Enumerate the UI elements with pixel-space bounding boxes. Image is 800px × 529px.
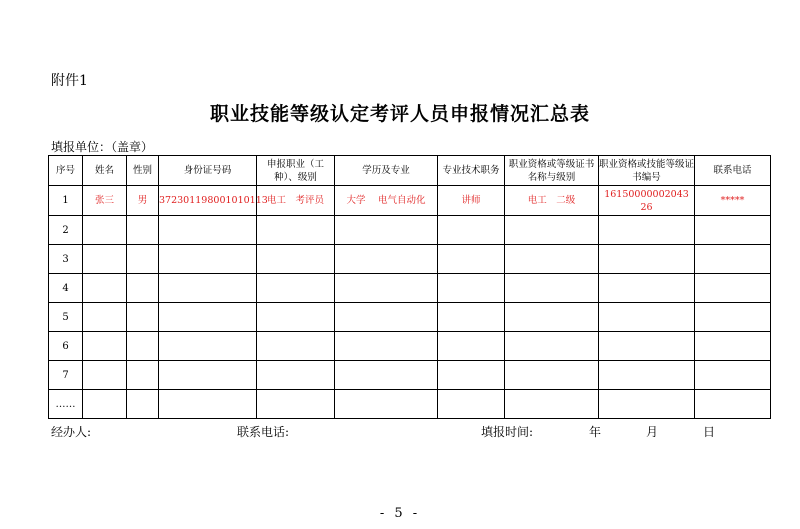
cell-id-number[interactable] bbox=[159, 303, 257, 332]
fill-time-label: 填报时间: bbox=[481, 425, 534, 439]
table-row bbox=[49, 274, 771, 303]
cell-education[interactable] bbox=[335, 245, 438, 274]
cell-name[interactable] bbox=[83, 216, 127, 245]
cell-certificate[interactable] bbox=[505, 216, 599, 245]
table-row bbox=[49, 245, 771, 274]
cell-phone[interactable] bbox=[695, 390, 771, 419]
cell-education[interactable] bbox=[335, 361, 438, 390]
cell-id-number[interactable] bbox=[159, 390, 257, 419]
cell-index: 3 bbox=[49, 245, 83, 274]
cell-certificate[interactable] bbox=[505, 332, 599, 361]
cell-gender[interactable] bbox=[127, 361, 159, 390]
cell-title: 讲师 bbox=[438, 186, 505, 216]
header-id-number: 身份证号码 bbox=[159, 156, 257, 186]
handler-label: 经办人: bbox=[51, 425, 92, 439]
cell-certificate-no[interactable] bbox=[599, 361, 695, 390]
cell-certificate-no[interactable] bbox=[599, 303, 695, 332]
cell-certificate[interactable] bbox=[505, 303, 599, 332]
cell-title[interactable] bbox=[438, 216, 505, 245]
cell-occupation[interactable] bbox=[257, 274, 335, 303]
cell-certificate-no[interactable] bbox=[599, 332, 695, 361]
cell-occupation[interactable] bbox=[257, 216, 335, 245]
table-row bbox=[49, 216, 771, 245]
attachment-label: 附件1 bbox=[51, 73, 88, 89]
cell-index: 5 bbox=[49, 303, 83, 332]
cell-title[interactable] bbox=[438, 245, 505, 274]
header-index: 序号 bbox=[49, 156, 83, 186]
table-row bbox=[49, 186, 771, 216]
cell-education: 大学 电气自动化 bbox=[335, 186, 438, 216]
cell-phone[interactable] bbox=[695, 361, 771, 390]
cell-certificate: 电工 二级 bbox=[505, 186, 599, 216]
cell-index: 2 bbox=[49, 216, 83, 245]
cell-index: 4 bbox=[49, 274, 83, 303]
cell-gender[interactable] bbox=[127, 274, 159, 303]
header-certificate-no: 职业资格或技能等级证书编号 bbox=[599, 156, 695, 186]
cell-title[interactable] bbox=[438, 303, 505, 332]
page-number: - 5 - bbox=[379, 506, 421, 521]
cell-phone[interactable] bbox=[695, 274, 771, 303]
cell-phone: ***** bbox=[695, 186, 771, 216]
contact-phone-label: 联系电话: bbox=[237, 425, 290, 439]
cell-phone[interactable] bbox=[695, 216, 771, 245]
cell-certificate-no[interactable] bbox=[599, 274, 695, 303]
header-certificate: 职业资格或等级证书名称与级别 bbox=[505, 156, 599, 186]
year-label: 年 bbox=[589, 425, 602, 439]
cell-certificate-no: 16150000002043​26 bbox=[599, 186, 695, 216]
cell-id-number[interactable] bbox=[159, 216, 257, 245]
cell-gender[interactable] bbox=[127, 390, 159, 419]
cell-gender: 男 bbox=[127, 186, 159, 216]
header-title: 专业技术职务 bbox=[438, 156, 505, 186]
header-occupation: 申报职业（工种）、级别 bbox=[257, 156, 335, 186]
cell-education[interactable] bbox=[335, 390, 438, 419]
cell-title[interactable] bbox=[438, 274, 505, 303]
cell-gender[interactable] bbox=[127, 245, 159, 274]
cell-occupation[interactable] bbox=[257, 332, 335, 361]
cell-occupation: 电工 考评员 bbox=[257, 186, 335, 216]
cell-occupation[interactable] bbox=[257, 390, 335, 419]
cell-id-number: 372301198001010113 bbox=[159, 186, 257, 216]
cell-occupation[interactable] bbox=[257, 303, 335, 332]
cell-id-number[interactable] bbox=[159, 274, 257, 303]
header-gender: 性别 bbox=[127, 156, 159, 186]
header-education: 学历及专业 bbox=[335, 156, 438, 186]
table-header-row bbox=[49, 156, 771, 186]
cell-name[interactable] bbox=[83, 390, 127, 419]
cell-phone[interactable] bbox=[695, 332, 771, 361]
cell-gender[interactable] bbox=[127, 303, 159, 332]
cell-certificate-no[interactable] bbox=[599, 390, 695, 419]
cell-index: 7 bbox=[49, 361, 83, 390]
cell-phone[interactable] bbox=[695, 303, 771, 332]
header-name: 姓名 bbox=[83, 156, 127, 186]
cell-name[interactable] bbox=[83, 245, 127, 274]
cell-certificate[interactable] bbox=[505, 274, 599, 303]
cell-name[interactable] bbox=[83, 303, 127, 332]
cell-certificate[interactable] bbox=[505, 361, 599, 390]
cell-certificate-no[interactable] bbox=[599, 216, 695, 245]
cell-index: 6 bbox=[49, 332, 83, 361]
cell-name[interactable] bbox=[83, 332, 127, 361]
fill-unit-label: 填报单位：（盖章） bbox=[51, 140, 154, 154]
cell-education[interactable] bbox=[335, 303, 438, 332]
month-label: 月 bbox=[646, 425, 659, 439]
cell-gender[interactable] bbox=[127, 332, 159, 361]
cell-id-number[interactable] bbox=[159, 361, 257, 390]
cell-certificate[interactable] bbox=[505, 245, 599, 274]
cell-phone[interactable] bbox=[695, 245, 771, 274]
cell-id-number[interactable] bbox=[159, 245, 257, 274]
table-row bbox=[49, 332, 771, 361]
cell-title[interactable] bbox=[438, 390, 505, 419]
cell-certificate[interactable] bbox=[505, 390, 599, 419]
cell-index: …… bbox=[49, 390, 83, 419]
table-row bbox=[49, 361, 771, 390]
table-row bbox=[49, 390, 771, 419]
cell-title[interactable] bbox=[438, 361, 505, 390]
cell-education[interactable] bbox=[335, 274, 438, 303]
cell-certificate-no[interactable] bbox=[599, 245, 695, 274]
cell-occupation[interactable] bbox=[257, 245, 335, 274]
cell-name[interactable] bbox=[83, 361, 127, 390]
header-phone: 联系电话 bbox=[695, 156, 771, 186]
cell-name[interactable] bbox=[83, 274, 127, 303]
cell-id-number[interactable] bbox=[159, 332, 257, 361]
summary-table bbox=[48, 155, 771, 419]
cell-education[interactable] bbox=[335, 216, 438, 245]
cell-title[interactable] bbox=[438, 332, 505, 361]
day-label: 日 bbox=[703, 425, 716, 439]
cell-education[interactable] bbox=[335, 332, 438, 361]
cell-occupation[interactable] bbox=[257, 361, 335, 390]
cell-gender[interactable] bbox=[127, 216, 159, 245]
cell-index: 1 bbox=[49, 186, 83, 216]
page-title: 职业技能等级认定考评人员申报情况汇总表 bbox=[209, 103, 590, 125]
table-row bbox=[49, 303, 771, 332]
cell-name: 张三 bbox=[83, 186, 127, 216]
